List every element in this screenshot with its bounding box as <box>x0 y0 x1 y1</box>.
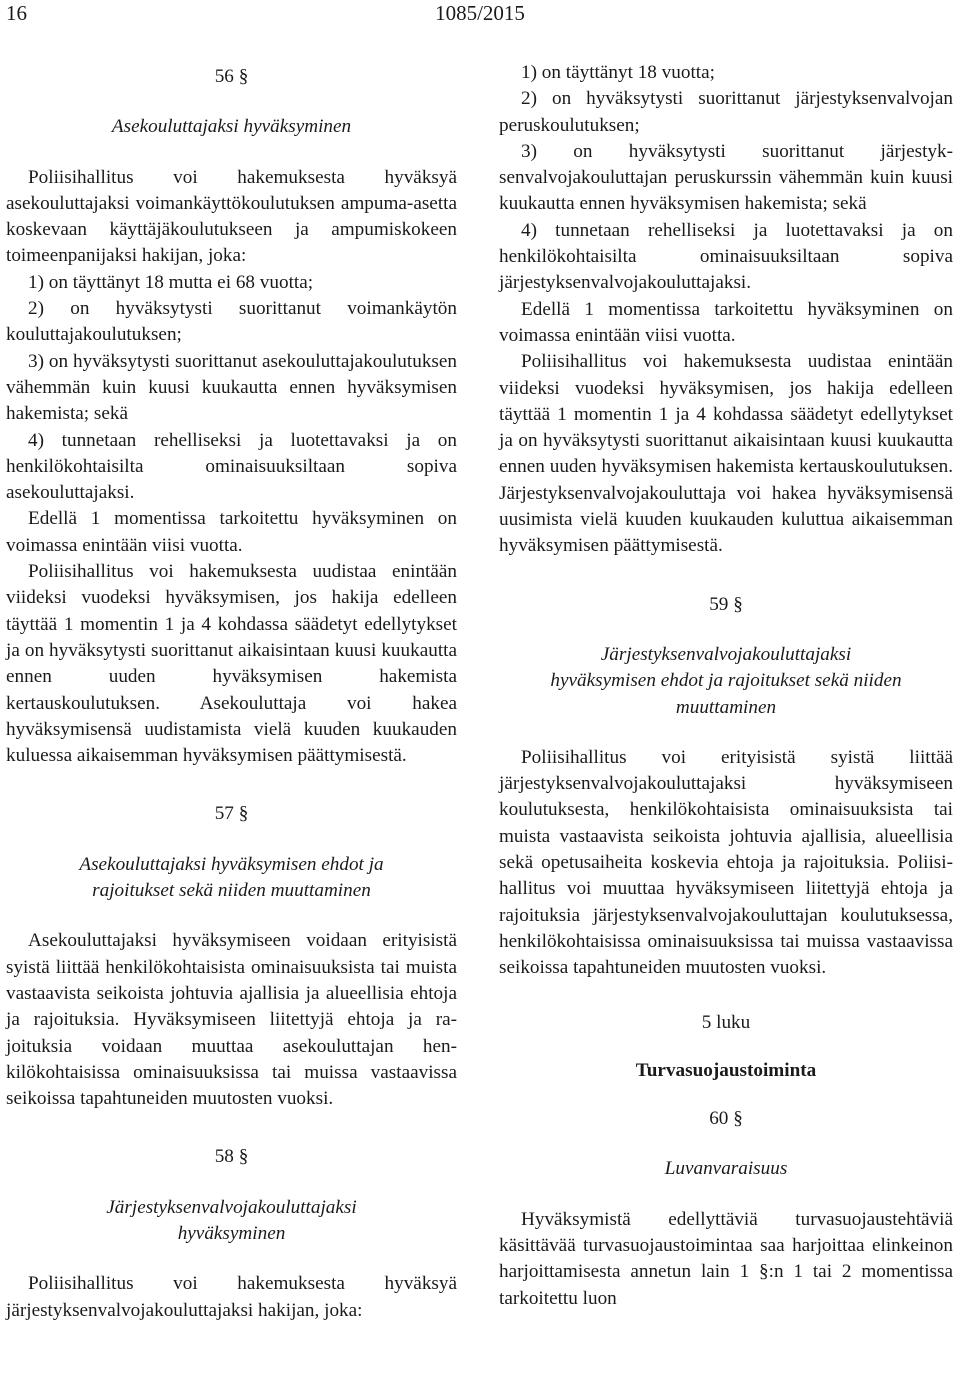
section-56-item-1: 1) on täyttänyt 18 mutta ei 68 vuotta; <box>28 271 314 293</box>
section-60-paragraph-1: Hyväksymistä edellyttäviä turvasuojaustehtäviä käsittävää turvasuojaustoimintaa saa harjoittaa elinkeinon harjoittamisesta annetun lain 1 §:n 1 tai 2 momentissa tarkoitettu luon <box>499 1208 953 1309</box>
section-57-title-line-2: rajoitukset sekä niiden muuttaminen <box>92 880 371 902</box>
right-column <box>499 60 953 1312</box>
left-column <box>6 60 457 1324</box>
section-56-paragraph-3: Poliisihallitus voi hakemuksesta uudistaa enintään viideksi vuodeksi hyväksymisen, jos hakija edelleen täyttää 1 momentin 1 ja 4 kohdassa säädetyt edellytykset ja on hyväksytysti suorittanut aikaisintaan kuusi kuukautta ennen uuden hyväksymisen hakemista kertauskoulutuksen. Asekouluttaja voi hakea hyväksymisensä uudistamista vielä kuuden kuukauden kuluessa aikaisemman hyväksymisen päättymisestä. <box>6 561 457 767</box>
section-59-title <box>499 642 953 721</box>
section-56-number: 56 § <box>214 66 249 87</box>
section-56-item-3: 3) on hyväksytysti suorittanut asekouluttajakoulutuksen vähemmän kuin kuusi kuukautta ennen hyväksymisen hakemista; sekä <box>6 350 457 425</box>
section-56-item-4: 4) tunnetaan rehelliseksi ja luotettavaksi ja on henkilökohtaisilta ominaisuuksiltaan sopiva asekouluttajaksi. <box>6 429 457 504</box>
section-58-title-line-1: Järjestyksenvalvojakouluttajaksi <box>106 1196 357 1218</box>
page-header <box>6 0 954 26</box>
section-60-title: Luvanvaraisuus <box>664 1158 788 1180</box>
section-56-item-2: 2) on hyväksytysti suorittanut voimankäytön kouluttajakoulutuksen; <box>6 298 457 346</box>
section-59-title-line-2: hyväksymisen ehdot ja rajoitukset sekä niiden <box>550 670 902 692</box>
section-57-title <box>6 852 457 905</box>
section-60-number: 60 § <box>709 1108 743 1130</box>
section-59-paragraph-1: Poliisihallitus voi erityisistä syistä liittää järjestyksenvalvojakouluttajaksi hyväksymiseen koulutuksesta, henkilökohtaisista ominaisuuksista tai muista vastaavista seikoista johtuvia ajallisia, alueellisia sekä opetusaiheita koskevia ehtoja ja rajoituksia. Poliisihallitus voi muuttaa hyväksymiseen liitettyjä ehtoja ja rajoituksia järjestyksenvalvojakouluttajan koulutuksessa, henkilökohtaisissa ominaisuuksissa tai muissa vastaavissa seikoissa tapahtuneiden muutosten vuoksi. <box>499 746 953 979</box>
section-58-paragraph-1: Poliisihallitus voi hakemuksesta hyväksyä järjestyksenvalvojakouluttajaksi hakijan, joka: <box>6 1273 457 1321</box>
page-number: 16 <box>6 1 27 25</box>
section-58-item-4: 4) tunnetaan rehelliseksi ja luotettavaksi ja on henkilökohtaisilta ominaisuuksiltaan sopiva järjestyksenvalvojakouluttajaksi. <box>499 219 953 294</box>
section-58-paragraph-2: Edellä 1 momentissa tarkoitettu hyväksyminen on voimassa enintään viisi vuotta. <box>499 298 953 346</box>
chapter-label: 5 luku <box>701 1011 751 1033</box>
document-id: 1085/2015 <box>435 1 525 25</box>
section-58-item-2: 2) on hyväksytysti suorittanut järjestyksenvalvojan peruskoulutuksen; <box>499 88 953 136</box>
section-56-title: Asekouluttajaksi hyväksyminen <box>111 116 352 138</box>
chapter-title: Turvasuojaustoiminta <box>635 1059 817 1081</box>
section-58-item-3: 3) on hyväksytysti suorittanut järjestyksenvalvojakouluttajan peruskurssin vähemmän kuin kuusi kuukautta ennen hyväksymisen hakemista; sekä <box>499 140 953 215</box>
section-57-number: 57 § <box>214 803 249 825</box>
section-59-title-line-3: muuttaminen <box>675 696 777 718</box>
section-58-item-1: 1) on täyttänyt 18 vuotta; <box>521 62 715 83</box>
section-59-title-line-1: Järjestyksenvalvojakouluttajaksi <box>600 643 852 665</box>
section-59-number: 59 § <box>709 593 743 615</box>
section-57-title-line-1: Asekouluttajaksi hyväksymisen ehdot ja <box>79 853 384 875</box>
section-58-title <box>6 1195 457 1248</box>
section-58-paragraph-3: Poliisihallitus voi hakemuksesta uudistaa enintään viideksi vuodeksi hyväksymisen, jos hakija edelleen täyttää 1 momentin 1 ja 4 kohdassa säädetyt edellytykset ja on hyväksytysti suorittanut aikaisintaan kuusi kuukautta ennen uuden hyväksymisen hakemista kertauskoulutuksen. Järjestyksenvalvojakouluttaja voi hakea hyväksymisensä uusimista vielä kuuden kuukauden kuluttua aikaisemman hyväksymisen päättymisestä. <box>499 351 953 557</box>
section-58-title-line-2: hyväksyminen <box>177 1222 286 1244</box>
section-56-intro: Poliisihallitus voi hakemuksesta hyväksyä asekouluttajaksi voimankäyttökoulutuksen ampuma-asetta koskevaan käyttäjäkoulutukseen ja ampumiskokeen toimeenpanijaksi hakijan, joka: <box>6 166 457 267</box>
section-56-paragraph-2: Edellä 1 momentissa tarkoitettu hyväksyminen on voimassa enintään viisi vuotta. <box>6 508 457 556</box>
section-58-number: 58 § <box>214 1146 249 1168</box>
section-57-paragraph-1: Asekouluttajaksi hyväksymiseen voidaan erityisistä syistä liittää henkilökohtaisista ominaisuuksista tai muista vastaavista seikoista johtuvia ajallisia ja alueellisia ehtoja ja rajoituksia. Hyväksymiseen liitettyjä ehtoja ja rajoituksia voidaan muuttaa asekouluttajan henkilökohtaisissa ominaisuuksissa tai muissa vastaavissa seikoissa tapahtuneiden muutosten vuoksi. <box>6 930 457 1110</box>
